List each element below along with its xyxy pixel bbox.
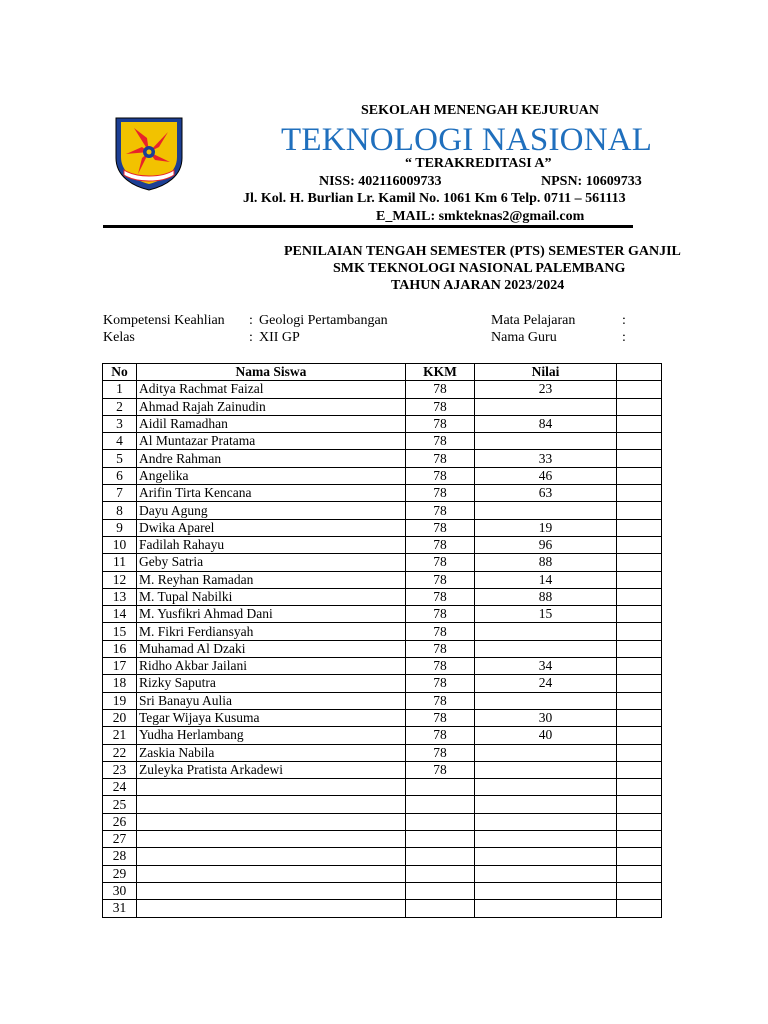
table-row [103,433,662,450]
kelas-value: XII GP [259,330,300,345]
table-row [103,727,662,744]
cell-extra [617,467,662,484]
header-no: No [103,364,137,381]
cell-nilai [475,796,617,813]
table-row [103,744,662,761]
cell-extra [617,779,662,796]
cell-nilai [475,692,617,709]
cell-name: Geby Satria [137,554,406,571]
cell-name: Muhamad Al Dzaki [137,640,406,657]
table-row [103,813,662,830]
cell-kkm: 78 [406,606,475,623]
cell-no: 4 [103,433,137,450]
cell-extra [617,623,662,640]
cell-no: 25 [103,796,137,813]
cell-kkm: 78 [406,433,475,450]
table-row [103,398,662,415]
cell-name: Ridho Akbar Jailani [137,658,406,675]
cell-name: Yudha Herlambang [137,727,406,744]
cell-extra [617,433,662,450]
table-row [103,796,662,813]
cell-kkm [406,779,475,796]
cell-extra [617,554,662,571]
table-row [103,588,662,605]
cell-kkm [406,813,475,830]
cell-kkm: 78 [406,709,475,726]
cell-nilai: 40 [475,727,617,744]
cell-nilai: 23 [475,381,617,398]
cell-name: Andre Rahman [137,450,406,467]
cell-kkm: 78 [406,761,475,778]
table-row [103,640,662,657]
cell-nilai [475,623,617,640]
cell-extra [617,658,662,675]
cell-nilai [475,882,617,899]
table-row [103,415,662,432]
cell-no: 12 [103,571,137,588]
school-type: SEKOLAH MENENGAH KEJURUAN [361,103,600,118]
mapel-colon: : [622,313,626,328]
cell-extra [617,900,662,917]
cell-no: 31 [103,900,137,917]
cell-kkm: 78 [406,727,475,744]
cell-nilai [475,761,617,778]
guru-colon: : [622,330,626,345]
cell-kkm [406,865,475,882]
cell-extra [617,536,662,553]
table-row [103,900,662,917]
school-address: Jl. Kol. H. Burlian Lr. Kamil No. 1061 Km 6 Telp. 0711 – 561113 [243,191,626,206]
kompetensi-label: Kompetensi Keahlian [103,313,225,328]
cell-extra [617,571,662,588]
cell-no: 3 [103,415,137,432]
cell-name: Sri Banayu Aulia [137,692,406,709]
cell-kkm: 78 [406,502,475,519]
cell-extra [617,398,662,415]
cell-kkm: 78 [406,519,475,536]
cell-kkm [406,796,475,813]
table-row [103,381,662,398]
cell-nilai: 33 [475,450,617,467]
table-row [103,779,662,796]
cell-no: 22 [103,744,137,761]
cell-name [137,900,406,917]
kompetensi-value: Geologi Pertambangan [259,313,388,328]
cell-no: 19 [103,692,137,709]
cell-name: Aditya Rachmat Faizal [137,381,406,398]
cell-extra [617,796,662,813]
cell-nilai: 88 [475,588,617,605]
cell-nilai: 14 [475,571,617,588]
cell-nilai [475,900,617,917]
cell-nilai [475,779,617,796]
cell-no: 14 [103,606,137,623]
cell-extra [617,761,662,778]
table-row [103,502,662,519]
cell-kkm: 78 [406,398,475,415]
cell-nilai: 30 [475,709,617,726]
table-row [103,554,662,571]
cell-kkm: 78 [406,450,475,467]
table-row [103,467,662,484]
cell-nilai [475,813,617,830]
cell-name: Zaskia Nabila [137,744,406,761]
cell-kkm: 78 [406,381,475,398]
cell-no: 20 [103,709,137,726]
cell-kkm: 78 [406,415,475,432]
cell-extra [617,744,662,761]
cell-name [137,848,406,865]
exam-title: PENILAIAN TENGAH SEMESTER (PTS) SEMESTER GANJIL [284,244,681,259]
cell-no: 13 [103,588,137,605]
kompetensi-colon: : [249,313,253,328]
cell-nilai [475,433,617,450]
cell-extra [617,813,662,830]
cell-extra [617,485,662,502]
table-row [103,519,662,536]
table-row [103,623,662,640]
table-row [103,675,662,692]
cell-name: Al Muntazar Pratama [137,433,406,450]
kelas-colon: : [249,330,253,345]
cell-no: 7 [103,485,137,502]
cell-kkm: 78 [406,675,475,692]
table-row [103,485,662,502]
cell-nilai: 46 [475,467,617,484]
cell-kkm [406,831,475,848]
cell-name: Fadilah Rahayu [137,536,406,553]
cell-name: M. Tupal Nabilki [137,588,406,605]
school-name: TEKNOLOGI NASIONAL [281,122,653,158]
cell-kkm [406,882,475,899]
guru-label: Nama Guru [491,330,557,345]
cell-extra [617,502,662,519]
cell-extra [617,675,662,692]
kelas-label: Kelas [103,330,135,345]
cell-name: Tegar Wijaya Kusuma [137,709,406,726]
table-row [103,831,662,848]
cell-extra [617,640,662,657]
cell-no: 28 [103,848,137,865]
cell-no: 11 [103,554,137,571]
cell-no: 29 [103,865,137,882]
cell-kkm [406,900,475,917]
cell-name [137,865,406,882]
cell-name [137,813,406,830]
cell-nilai: 15 [475,606,617,623]
table-row [103,571,662,588]
cell-extra [617,415,662,432]
cell-no: 24 [103,779,137,796]
header-divider [103,225,633,228]
cell-kkm: 78 [406,588,475,605]
cell-no: 16 [103,640,137,657]
cell-nilai: 96 [475,536,617,553]
cell-no: 1 [103,381,137,398]
cell-kkm: 78 [406,640,475,657]
cell-name: Ahmad Rajah Zainudin [137,398,406,415]
cell-name: Dwika Aparel [137,519,406,536]
cell-extra [617,848,662,865]
cell-nilai [475,831,617,848]
exam-school: SMK TEKNOLOGI NASIONAL PALEMBANG [333,261,626,276]
cell-extra [617,709,662,726]
cell-nilai: 19 [475,519,617,536]
cell-kkm: 78 [406,623,475,640]
cell-name [137,831,406,848]
table-row [103,606,662,623]
cell-no: 2 [103,398,137,415]
exam-year: TAHUN AJARAN 2023/2024 [391,278,565,293]
cell-nilai: 34 [475,658,617,675]
cell-extra [617,882,662,899]
cell-kkm: 78 [406,692,475,709]
npsn-number: NPSN: 10609733 [541,174,642,189]
cell-name: M. Fikri Ferdiansyah [137,623,406,640]
cell-name: Arifin Tirta Kencana [137,485,406,502]
cell-no: 10 [103,536,137,553]
table-row [103,536,662,553]
cell-extra [617,831,662,848]
cell-name [137,796,406,813]
cell-no: 15 [103,623,137,640]
header-nilai: Nilai [475,364,617,381]
cell-nilai [475,744,617,761]
cell-kkm: 78 [406,658,475,675]
cell-extra [617,381,662,398]
school-crest-icon [112,114,186,192]
cell-extra [617,588,662,605]
cell-no: 17 [103,658,137,675]
cell-nilai [475,848,617,865]
cell-nilai: 88 [475,554,617,571]
cell-nilai [475,502,617,519]
cell-no: 18 [103,675,137,692]
niss-number: NISS: 402116009733 [319,174,442,189]
table-row [103,450,662,467]
cell-nilai [475,865,617,882]
cell-no: 27 [103,831,137,848]
cell-nilai: 24 [475,675,617,692]
cell-name: Dayu Agung [137,502,406,519]
cell-kkm: 78 [406,467,475,484]
cell-no: 23 [103,761,137,778]
cell-extra [617,727,662,744]
accreditation: “ TERAKREDITASI A” [405,156,552,171]
cell-nilai: 63 [475,485,617,502]
cell-nilai [475,398,617,415]
table-row [103,709,662,726]
table-row [103,692,662,709]
cell-no: 21 [103,727,137,744]
cell-name: M. Yusfikri Ahmad Dani [137,606,406,623]
cell-kkm: 78 [406,536,475,553]
cell-name: Aidil Ramadhan [137,415,406,432]
cell-name: Zuleyka Pratista Arkadewi [137,761,406,778]
header-kkm: KKM [406,364,475,381]
table-row [103,761,662,778]
cell-kkm: 78 [406,744,475,761]
cell-kkm [406,848,475,865]
cell-nilai: 84 [475,415,617,432]
grades-table [102,363,662,918]
cell-extra [617,692,662,709]
table-row [103,658,662,675]
cell-no: 26 [103,813,137,830]
mapel-label: Mata Pelajaran [491,313,576,328]
table-row [103,848,662,865]
cell-no: 8 [103,502,137,519]
cell-no: 6 [103,467,137,484]
cell-kkm: 78 [406,485,475,502]
cell-no: 30 [103,882,137,899]
cell-no: 5 [103,450,137,467]
table-row [103,865,662,882]
cell-no: 9 [103,519,137,536]
cell-extra [617,519,662,536]
cell-name: Rizky Saputra [137,675,406,692]
school-email: E_MAIL: smkteknas2@gmail.com [376,209,585,224]
header-name: Nama Siswa [137,364,406,381]
cell-name [137,779,406,796]
cell-kkm: 78 [406,571,475,588]
header-extra [617,364,662,381]
cell-nilai [475,640,617,657]
cell-extra [617,865,662,882]
table-row [103,882,662,899]
cell-extra [617,450,662,467]
cell-name: M. Reyhan Ramadan [137,571,406,588]
table-header-row [103,364,662,381]
cell-name [137,882,406,899]
cell-name: Angelika [137,467,406,484]
cell-kkm: 78 [406,554,475,571]
cell-extra [617,606,662,623]
